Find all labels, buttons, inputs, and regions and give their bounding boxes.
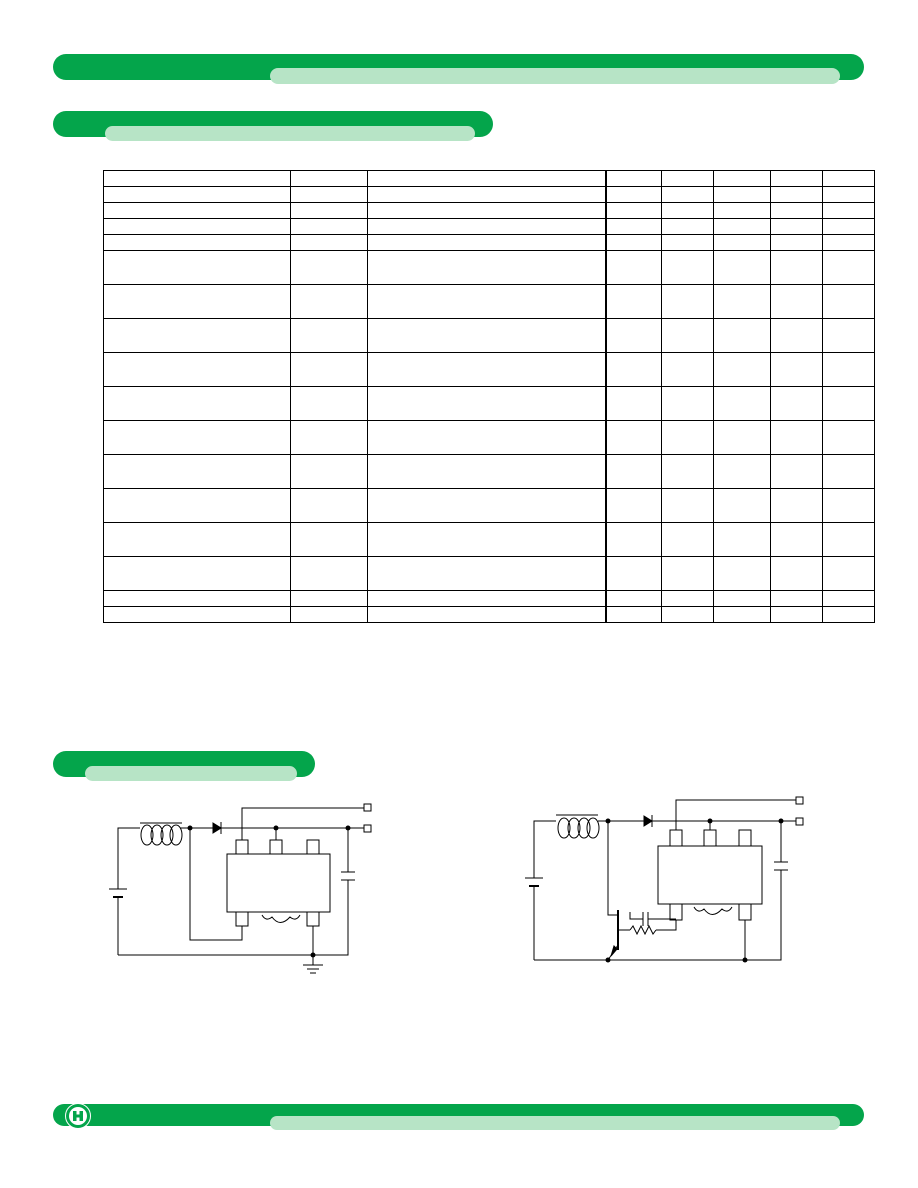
capacitor-symbol: [774, 862, 788, 870]
footer-bar-shadow: [270, 1116, 840, 1130]
transistor-symbol: [611, 910, 618, 956]
capacitor-symbol: [341, 872, 355, 880]
company-logo-icon: [65, 1103, 91, 1129]
output-terminal: [364, 804, 371, 811]
ic-package: [658, 830, 762, 920]
ground-symbol: [303, 965, 323, 973]
circuit-1: [109, 804, 371, 973]
circuit-2: [525, 797, 803, 963]
capacitor-symbol: [638, 912, 652, 926]
inductor-symbol: [140, 823, 182, 845]
inductor-symbol: [556, 815, 599, 838]
battery-symbol: [525, 878, 543, 886]
ic-package: [227, 840, 330, 926]
resistor-symbol: [630, 926, 656, 934]
output-terminal: [796, 818, 803, 825]
output-terminal: [796, 797, 803, 804]
battery-symbol: [109, 889, 127, 897]
diode-symbol: [644, 815, 652, 827]
output-terminal: [364, 825, 371, 832]
diode-symbol: [213, 822, 221, 834]
